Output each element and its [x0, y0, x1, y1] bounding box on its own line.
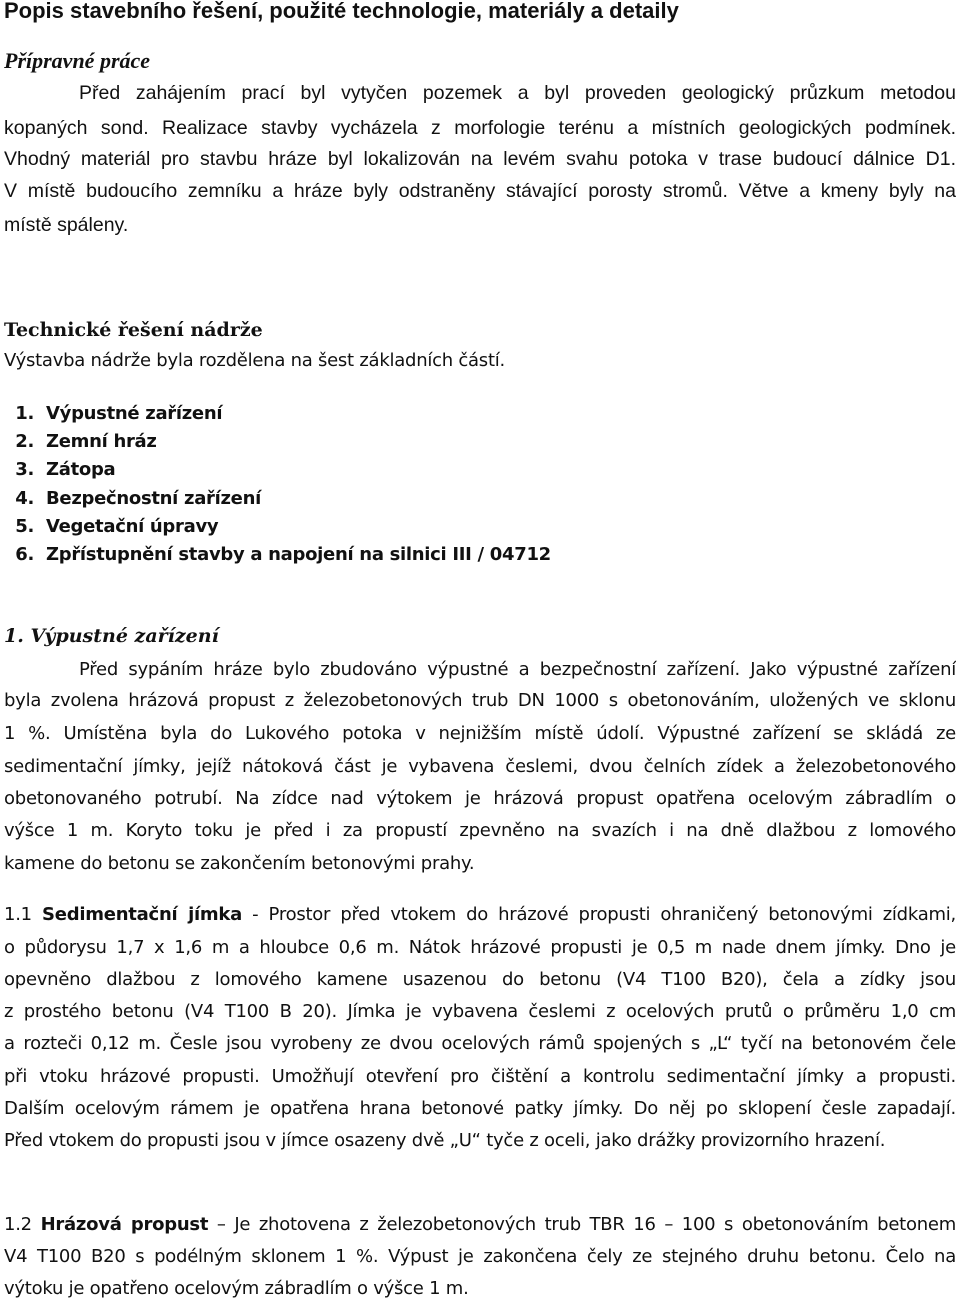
paragraph-line: při vtoku hrázové propusti. Umožňují otevření pro čištění a kontrolu sedimentační jímky a propusti.: [4, 1066, 956, 1087]
list-item: 4. Bezpečnostní zařízení: [15, 487, 261, 509]
heading-technical-solution: Technické řešení nádrže: [4, 319, 263, 341]
paragraph-line: V4 T100 B20 s podélným sklonem 1 %. Výpust je zakončena čely ze stejného druhu betonu. Čelo na: [4, 1246, 956, 1267]
paragraph-line: opevněno dlažbou z lomového kamene usazenou do betonu (V4 T100 B20), čela a zídky jsou: [4, 969, 956, 990]
paragraph-line: kamene do betonu se zakončením betonovými prahy.: [4, 853, 475, 874]
parts-list: [4, 400, 551, 569]
paragraph-line: výtoku je opatřeno ocelovým zábradlím o výšce 1 m.: [4, 1278, 469, 1299]
subsection-dam-culvert-lead: 1.2 Hrázová propust – Je zhotovena z železobetonových trub TBR 16 – 100 s obetonováním betonem: [4, 1214, 956, 1235]
list-item: 6. Zpřístupnění stavby a napojení na silnici III / 04712: [15, 543, 551, 565]
list-item: 2. Zemní hráz: [15, 431, 157, 453]
paragraph-line: 1 %. Umístěna byla do Lukového potoka v nejnižším místě údolí. Výpustné zařízení se skládá ze: [4, 723, 956, 744]
list-item: 3. Zátopa: [15, 459, 116, 481]
subsection-term: Sedimentační jímka: [42, 904, 243, 925]
paragraph-line: Dalším ocelovým rámem je opatřena hrana betonové patky jímky. Do něj po sklopení česle zapadají.: [4, 1098, 956, 1119]
paragraph-line: obetonovaného potrubí. Na zídce nad výtokem je hrázová propust opatřena ocelovým zábradlím o: [4, 788, 956, 809]
paragraph-line: Vhodný materiál pro stavbu hráze byl lokalizován na levém svahu potoka v trase budoucí dálnice D1.: [4, 148, 956, 170]
paragraph-line: o půdorysu 1,7 x 1,6 m a hloubce 0,6 m. Nátok hrázové propusti je 0,5 m nade dnem jímky. Dno je: [4, 937, 956, 958]
paragraph-line: Výstavba nádrže byla rozdělena na šest základních částí.: [4, 350, 505, 371]
paragraph-line: sedimentační jímky, jejíž nátoková část je vybavena česlemi, dvou čelních zídek a železobetonového: [4, 756, 956, 777]
paragraph-line: byla zvolena hrázová propust z železobetonových trub DN 1000 s obetonováním, uložených ve sklonu: [4, 690, 956, 711]
heading-preparatory-works: Přípravné práce: [4, 48, 151, 73]
heading-outlet-device: 1. Výpustné zařízení: [4, 625, 219, 647]
document-title: Popis stavebního řešení, použité technologie, materiály a detaily: [4, 0, 679, 23]
paragraph-line: Před vtokem do propusti jsou v jímce osazeny dvě „U“ tyče z oceli, jako drážky provizorního hrazení.: [4, 1130, 886, 1151]
paragraph-line: místě spáleny.: [4, 214, 129, 236]
paragraph-line: z prostého betonu (V4 T100 B 20). Jímka je vybavena česlemi z ocelových prutů o průměru 1,0 cm: [4, 1001, 956, 1022]
paragraph-line: V místě budoucího zemníku a hráze byly odstraněny stávající porosty stromů. Větve a kmeny byly na: [4, 180, 956, 202]
paragraph-line: a rozteči 0,12 m. Česle jsou vyrobeny ze dvou ocelových rámů spojených s „L“ tyčí na betonovém čele: [4, 1033, 956, 1054]
paragraph-line: Před sypáním hráze bylo zbudováno výpustné a bezpečnostní zařízení. Jako výpustné zařízení: [79, 659, 956, 680]
subsection-term: Hrázová propust: [40, 1214, 209, 1235]
subsection-number: 1.2: [4, 1214, 32, 1235]
list-item: 5. Vegetační úpravy: [15, 515, 219, 537]
list-item: 1. Výpustné zařízení: [15, 403, 223, 424]
subsection-number: 1.1: [4, 904, 32, 925]
subsection-sediment-pit-lead: 1.1 Sedimentační jímka - Prostor před vtokem do hrázové propusti ohraničený betonovými zídkami,: [4, 904, 956, 925]
paragraph-line: Před zahájením prací byl vytyčen pozemek a byl proveden geologický průzkum metodou: [79, 82, 956, 104]
paragraph-line: kopaných sond. Realizace stavby vycházela z morfologie terénu a místních geologických podmínek.: [4, 117, 956, 139]
paragraph-line: výšce 1 m. Koryto toku je před i za propustí zpevněno na svazích i na dně dlažbou z lomového: [4, 820, 956, 841]
